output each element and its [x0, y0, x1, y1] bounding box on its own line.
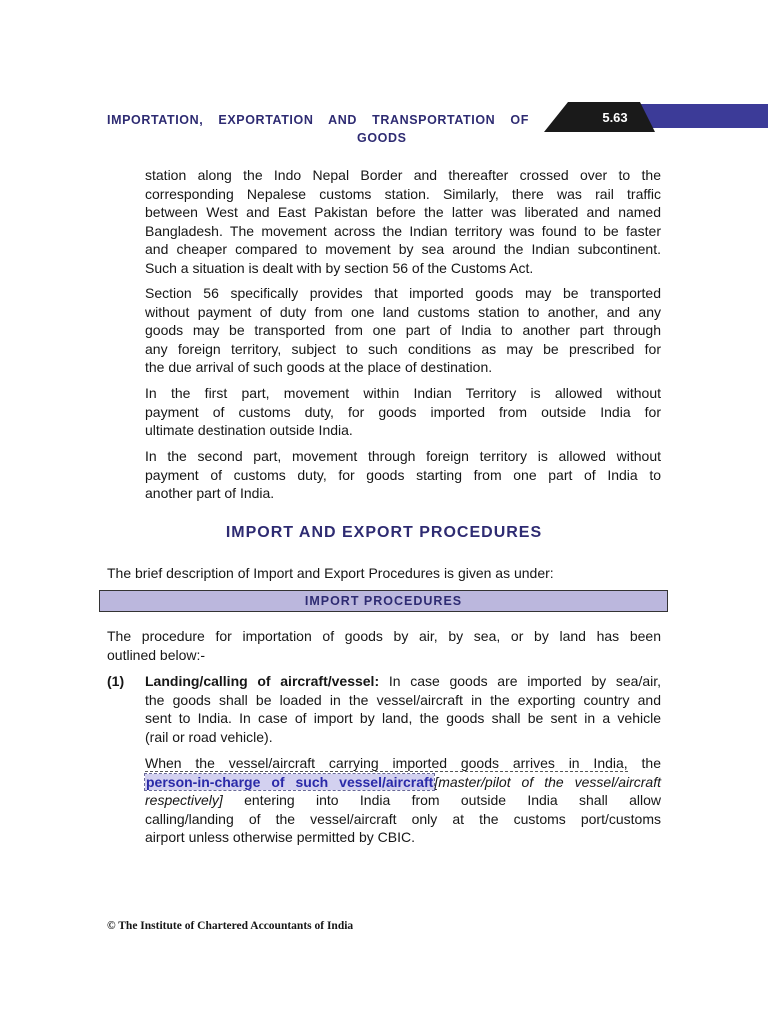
text-line: payment of customs duty, for goods imported from outside India for	[145, 403, 661, 420]
text-line: The procedure for importation of goods by air, by sea, or by land has been	[107, 628, 661, 644]
text-line: without payment of duty from one land customs station to another, and any	[145, 303, 661, 320]
italic-note: respectively]	[145, 792, 223, 809]
paragraph-1	[145, 166, 661, 278]
section-intro: The brief description of Import and Export Procedures is given as under:	[107, 565, 554, 581]
text-line: outlined below:-	[107, 646, 206, 663]
text-run: entering into India from outside India shall allow	[244, 792, 662, 809]
text-line: another part of India.	[145, 485, 275, 502]
procedure-intro	[107, 627, 661, 664]
text-line: station along the Indo Nepal Border and thereafter crossed over to the	[145, 167, 661, 183]
text-line: any foreign territory, subject to such conditions as may be prescribed for	[145, 340, 661, 357]
paragraph-4	[145, 447, 661, 503]
text-line: In the second part, movement through foreign territory is allowed without	[145, 448, 661, 464]
text-line: calling/landing of the vessel/aircraft only at the customs port/customs	[145, 810, 661, 827]
text-line: sent to India. In case of import by land, the goods shall be sent in a vehicle	[145, 710, 661, 727]
text-line: (rail or road vehicle).	[145, 728, 273, 745]
text-line: between West and East Pakistan before the latter was liberated and named	[145, 204, 661, 221]
list-item-1	[145, 672, 661, 746]
text-line: and cheaper compared to movement by sea around the Indian subcontinent.	[145, 241, 661, 258]
text-line	[145, 754, 661, 773]
text-line: Bangladesh. The movement across the Indian territory was found to be faster	[145, 222, 661, 239]
text-line: payment of customs duty, for goods starting from one part of India to	[145, 466, 661, 483]
italic-note: [master/pilot of the vessel/aircraft	[434, 773, 661, 790]
section-heading: IMPORT AND EXPORT PROCEDURES	[225, 524, 543, 541]
paragraph-2	[145, 284, 661, 377]
text-line	[145, 773, 661, 792]
text-run: In case goods are imported by sea/air,	[388, 673, 662, 689]
list-item-1-paragraph-2	[145, 754, 661, 847]
page-number-badge	[530, 96, 768, 138]
running-header-line1: IMPORTATION, EXPORTATION AND TRANSPORTATION OF	[107, 113, 529, 127]
text-line: Such a situation is dealt with by section 56 of the Customs Act.	[145, 259, 534, 276]
text-line: In the first part, movement within Indian Territory is allowed without	[145, 385, 661, 401]
paragraph-3	[145, 384, 661, 440]
text-line	[145, 791, 661, 810]
page-number: 5.63	[602, 110, 628, 125]
badge-tab	[544, 102, 655, 132]
text-line: ultimate destination outside India.	[145, 422, 353, 439]
text-line: Section 56 specifically provides that imported goods may be transported	[145, 285, 661, 301]
text-line: the goods shall be loaded in the vessel/aircraft in the exporting country and	[145, 691, 661, 708]
underlined-text: When the vessel/aircraft carrying imported goods arrives in India,	[145, 755, 628, 771]
text-line: airport unless otherwise permitted by CBIC.	[145, 829, 415, 846]
text-line	[145, 672, 661, 691]
subsection-title: IMPORT PROCEDURES	[304, 594, 463, 608]
list-item-number: (1)	[107, 673, 125, 689]
copyright-footer: © The Institute of Chartered Accountants of India	[107, 920, 354, 932]
text-line: goods may be transported from one part of India to another part through	[145, 322, 661, 339]
list-item-title: Landing/calling of aircraft/vessel:	[145, 673, 380, 689]
subsection-title-box	[99, 590, 668, 612]
text-run: the	[641, 755, 661, 771]
running-header-line2: GOODS	[357, 131, 407, 145]
highlighted-term-link[interactable]: person-in-charge of such vessel/aircraft	[146, 773, 434, 790]
text-line: corresponding Nepalese customs station. Similarly, there was rail traffic	[145, 185, 661, 202]
text-line: the due arrival of such goods at the place of destination.	[145, 359, 493, 376]
